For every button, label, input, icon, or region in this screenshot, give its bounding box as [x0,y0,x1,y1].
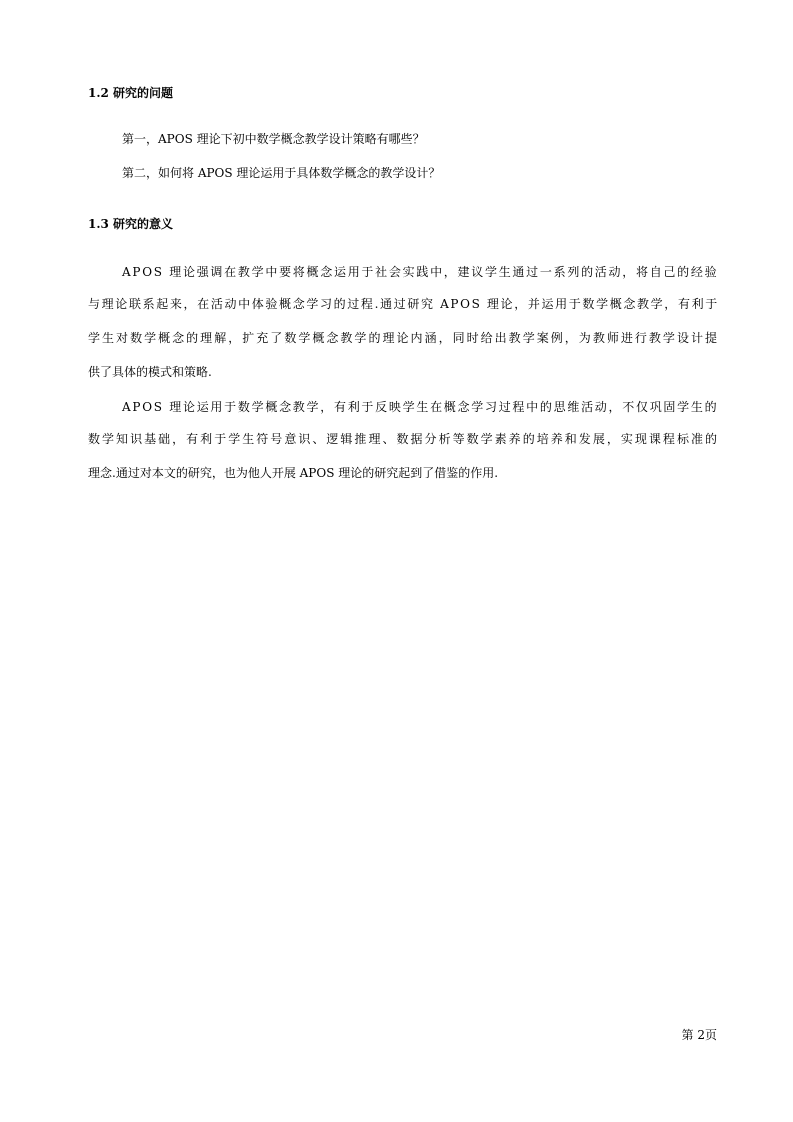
page-number: 第 2页 [681,1028,717,1042]
paragraph-2-line-2: 数学知识基础，有利于学生符号意识、逻辑推理、数据分析等数学素养的培养和发展，实现课程标准的 [88,432,720,446]
paragraph-2-line-3: 理念.通过对本文的研究，也为他人开展 APOS 理论的研究起到了借鉴的作用. [88,466,499,480]
paragraph-1-line-1: APOS 理论强调在教学中要将概念运用于社会实践中，建议学生通过一系列的活动，将自己的经验 [122,265,719,279]
paragraph-2-line-1: APOS 理论运用于数学概念教学，有利于反映学生在概念学习过程中的思维活动，不仅巩固学生的 [122,400,719,414]
paragraph-1-line-3: 学生对数学概念的理解，扩充了数学概念教学的理论内涵，同时给出教学案例，为教师进行教学设计提 [88,331,720,345]
section-heading-1-2: 1.2 研究的问题 [88,86,174,100]
paragraph-1-line-2: 与理论联系起来，在活动中体验概念学习的过程.通过研究 APOS 理论，并运用于数学概念教学，有利于 [88,297,719,311]
question-item-1: 第一，APOS 理论下初中数学概念教学设计策略有哪些？ [122,132,425,146]
question-item-2: 第二，如何将 APOS 理论运用于具体数学概念的教学设计？ [122,166,441,180]
paragraph-1-line-4: 供了具体的模式和策略. [88,365,212,379]
section-heading-1-3: 1.3 研究的意义 [88,217,174,231]
